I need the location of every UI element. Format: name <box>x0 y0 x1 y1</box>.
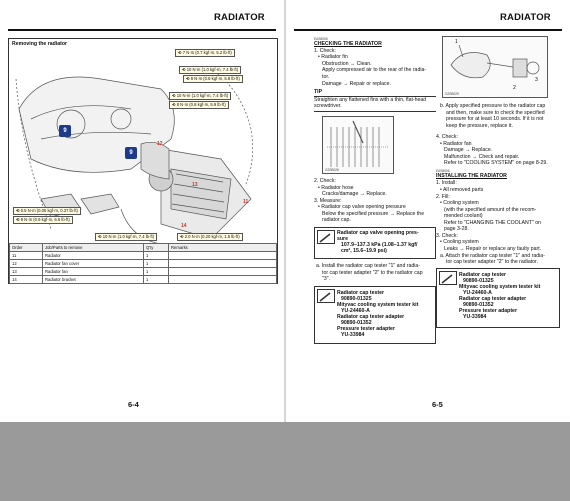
callout-12: 12 <box>157 141 163 147</box>
column-header: Q'ty <box>144 244 169 252</box>
torque-spec: ⟲ 10 N·m (1.0 kgf·m, 7.4 lb·ft) <box>95 233 157 241</box>
table-row <box>10 252 277 260</box>
tool-icon <box>317 289 335 303</box>
left-page <box>0 0 284 422</box>
install-line: 3. Check: <box>436 233 458 239</box>
page-number: 6-4 <box>128 400 139 409</box>
install-step: tor cap tester adapter "2" to the radiator cap <box>322 270 423 276</box>
install-line: page 3-28. <box>444 226 469 232</box>
tip-divider <box>314 111 436 112</box>
tool-code: 90890-01325 <box>341 296 372 302</box>
check-line: 1. Check: <box>314 48 336 54</box>
check-line: tor. <box>322 74 330 80</box>
header-rule <box>294 29 562 31</box>
check-line: 4. Check: <box>436 134 458 140</box>
install-line: 2. Fill: <box>436 194 450 200</box>
install-line: • Cooling system <box>440 239 479 245</box>
install-line: Refer to "CHANGING THE COOLANT" on <box>444 220 541 226</box>
figure-label: 3 <box>535 77 538 83</box>
torque-spec: ⟲ 8 N·m (0.8 kgf·m, 5.8 lb·ft) <box>183 75 243 83</box>
radiator-fin-drawing <box>323 117 393 173</box>
install-line: • Cooling system <box>440 200 479 206</box>
tool-name: Pressure tester adapter <box>459 308 517 314</box>
tool-code: YU-33984 <box>463 314 487 320</box>
wrench-spec-icon <box>317 230 335 244</box>
table-cell: 13 <box>10 268 43 276</box>
torque-spec: ⟲ 8 N·m (0.8 kgf·m, 5.9 lb·ft) <box>169 101 229 109</box>
table-cell <box>169 260 277 268</box>
check-line: radiator cap. <box>322 217 351 223</box>
install-step: a. Install the radiator cap tester "1" and radia- <box>316 263 421 269</box>
table-cell <box>169 252 277 260</box>
check-line: Apply compressed air to the rear of the radia- <box>322 67 427 73</box>
figure-label: 2 <box>513 85 516 91</box>
callout-11: 11 <box>243 199 249 205</box>
table-cell: 12 <box>10 260 43 268</box>
page-header: RADIATOR <box>500 12 551 23</box>
column-header: Job/Parts to remove <box>43 244 144 252</box>
tool-box <box>436 268 560 328</box>
table-row <box>10 268 277 276</box>
table-cell: Radiator fan <box>43 268 144 276</box>
install-step: "3". <box>322 276 331 282</box>
table-row <box>10 276 277 284</box>
check-line: • Radiator hose <box>318 185 354 191</box>
install-line: a. Attach the radiator cap tester "1" and radia- <box>440 253 545 259</box>
removal-diagram-panel <box>8 38 278 284</box>
cap-tester-drawing <box>443 37 547 97</box>
torque-spec: ⟲ 9 N·m (0.9 kgf·m, 6.6 lb·ft) <box>13 216 73 224</box>
table-cell <box>169 276 277 284</box>
table-cell: 1 <box>144 268 169 276</box>
check-line: • Radiator fin <box>318 54 348 60</box>
radiator-fin-illustration <box>322 116 394 174</box>
tip-text: Straighten any flattened fins with a thin, flat-head <box>314 97 427 103</box>
table-cell: Radiator <box>43 252 144 260</box>
tool-code: YU-24460-A <box>463 290 492 296</box>
column-header: Order <box>10 244 43 252</box>
tool-name: Radiator cap tester <box>459 272 506 278</box>
check-line: Cracks/damage → Replace. <box>322 191 387 197</box>
tip-label: TIP <box>314 89 323 95</box>
table-cell: Radiator fan cover <box>43 260 144 268</box>
check-line: • Radiator cap valve opening pressure <box>318 204 406 210</box>
tool-code: 90890-01352 <box>341 320 372 326</box>
table-cell: 11 <box>10 252 43 260</box>
install-line: 1. Install: <box>436 180 457 186</box>
torque-spec: ⟲ 0.5 N·m (0.05 kgf·m, 0.37 lb·ft) <box>13 207 81 215</box>
check-line: 2. Check: <box>314 178 336 184</box>
torque-spec: ⟲ 7 N·m (0.7 kgf·m, 5.2 lb·ft) <box>175 49 235 57</box>
tool-code: YU-24460-A <box>341 308 370 314</box>
page-header: RADIATOR <box>214 12 265 23</box>
parts-table <box>9 243 277 284</box>
check-line: 3. Measure: <box>314 198 342 204</box>
check-line: Obstruction → Clean. <box>322 61 372 67</box>
table-row <box>10 260 277 268</box>
check-line: Damage → Replace. <box>444 147 493 153</box>
table-cell: 1 <box>144 252 169 260</box>
check-line: Malfunction → Check and repair. <box>444 154 520 160</box>
install-line: tor cap tester adapter "2" to the radiator. <box>446 259 538 265</box>
table-cell: Radiator bracket <box>43 276 144 284</box>
check-line: Damage → Repair or replace. <box>322 81 391 87</box>
section-code: EAS8506 <box>436 169 450 173</box>
check-line: Refer to "COOLING SYSTEM" on page 8-29. <box>444 160 548 166</box>
tool-box <box>314 286 436 344</box>
section-title: Removing the radiator <box>12 41 68 47</box>
table-cell: 14 <box>10 276 43 284</box>
tool-name: Mityvac cooling system tester kit <box>459 284 541 290</box>
torque-spec: ⟲ 10 N·m (1.0 kgf·m, 7.4 lb·ft) <box>169 92 231 100</box>
install-line: • All removed parts <box>440 187 484 193</box>
callout-9-badge: 9 <box>125 147 137 159</box>
install-line: (with the specified amount of the recom- <box>444 207 537 213</box>
step-b-line: b. Apply specified pressure to the radiator cap <box>440 103 546 109</box>
table-cell <box>169 268 277 276</box>
torque-spec: ⟲ 10 N·m (1.0 kgf·m, 7.4 lb·ft) <box>179 66 241 74</box>
tool-code: YU-33984 <box>341 332 365 338</box>
column-header: Remarks <box>169 244 277 252</box>
spec-value: cm², 15.6–19.9 psi) <box>341 248 387 254</box>
tool-code: 90890-01352 <box>463 302 494 308</box>
tool-icon <box>439 271 457 285</box>
right-page <box>286 0 570 422</box>
spec-label: sure <box>337 236 348 242</box>
spec-value: 107.9–137.3 kPa (1.08–1.37 kgf/ <box>341 242 418 248</box>
section-code: EAS8508 <box>314 37 328 41</box>
tip-text: screwdriver. <box>314 103 342 109</box>
install-line: Leaks → Repair or replace any faulty part. <box>444 246 542 252</box>
header-rule <box>8 29 276 31</box>
check-line: • Radiator fan <box>440 141 472 147</box>
table-cell: 1 <box>144 260 169 268</box>
image-code: G2SB029 <box>445 92 459 96</box>
checking-title: CHECKING THE RADIATOR <box>314 41 382 47</box>
tool-name: Radiator cap tester adapter <box>337 314 405 320</box>
tool-name: Mityvac cooling system tester kit <box>337 302 419 308</box>
tool-name: Pressure tester adapter <box>337 326 395 332</box>
figure-label: 1 <box>455 39 458 45</box>
step-b-line: keep the pressure, replace it. <box>446 123 513 129</box>
image-code: G2SB028 <box>325 168 339 172</box>
step-b-line: pressure for at least 10 seconds. If it is not <box>446 116 544 122</box>
step-b-line: and then, make sure to check the specified <box>446 110 545 116</box>
callout-14: 14 <box>181 223 187 229</box>
table-cell: 1 <box>144 276 169 284</box>
install-line: mended coolant) <box>444 213 483 219</box>
spec-box <box>314 227 436 259</box>
cap-tester-illustration <box>442 36 548 98</box>
page-number: 6-5 <box>432 400 443 409</box>
installing-title: INSTALLING THE RADIATOR <box>436 173 507 179</box>
tool-code: 90890-01325 <box>463 278 494 284</box>
spec-label: Radiator cap valve opening pres- <box>337 230 419 236</box>
callout-9-badge: 9 <box>59 125 71 137</box>
check-line: Below the specified pressure → Replace the <box>322 211 425 217</box>
tool-name: Radiator cap tester <box>337 290 384 296</box>
tool-name: Radiator cap tester adapter <box>459 296 527 302</box>
callout-13: 13 <box>192 182 198 188</box>
torque-spec: ⟲ 2.0 N·m (0.20 kgf·m, 1.5 lb·ft) <box>177 233 243 241</box>
